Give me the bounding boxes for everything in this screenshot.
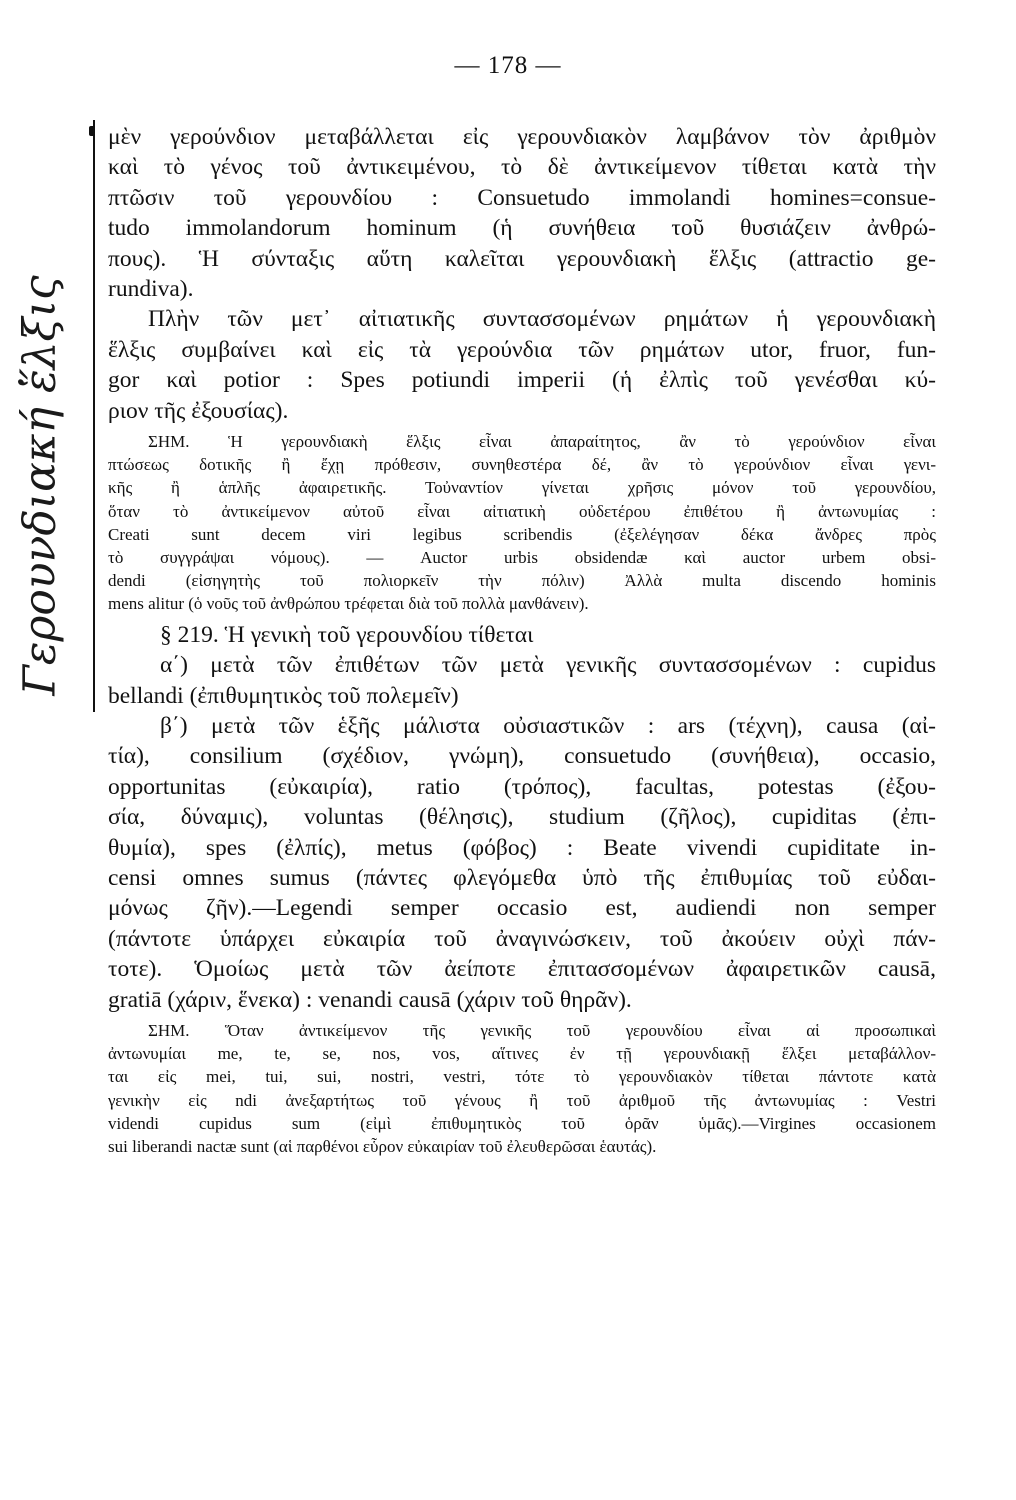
note-1	[108, 430, 936, 616]
text-line: opportunitas (εὐκαιρία), ratio (τρόπος), facultas, potestas (ἐξου-	[108, 773, 936, 800]
note-line: ὅταν τὸ ἀντικείμενον αὐτοῦ εἶναι αἰτιατικὴ οὐδετέρου ἐπιθέτου ἢ ἀντωνυμίας :	[108, 501, 936, 521]
text-line: ριον τῆς ἐξουσίας).	[108, 397, 289, 424]
text-line: ἕλξις συμβαίνει καὶ εἰς τὰ γερούνδια τῶν ρημάτων utor, fruor, fun-	[108, 336, 936, 363]
text-line: (πάντοτε ὑπάρχει εὐκαιρία τοῦ ἀναγινώσκειν, τοῦ ἀκούειν οὐχὶ πάν-	[108, 925, 936, 952]
text-line: tudo immolandorum hominum (ἡ συνήθεια τοῦ θυσιάζειν ἀνθρώ-	[108, 215, 936, 242]
note-line: ται εἰς mei, tui, sui, nostri, vestri, τότε τὸ γερουνδιακὸν τίθεται πάντοτε κατὰ	[108, 1067, 936, 1087]
text-line: πτῶσιν τοῦ γερουνδίου : Consuetudo immolandi homines=consue-	[108, 184, 936, 211]
paragraph-1	[108, 122, 936, 304]
text-line: σία, δύναμις), voluntas (θέλησις), studium (ζῆλος), cupiditas (ἐπι-	[108, 804, 936, 831]
text-line: θυμία), spes (ἐλπίς), metus (φόβος) : Beate vivendi cupiditate in-	[108, 834, 936, 861]
body-text	[108, 122, 936, 1158]
text-line: καὶ τὸ γένος τοῦ ἀντικειμένου, τὸ δὲ ἀντικείμενον τίθεται κατὰ τὴν	[108, 154, 936, 181]
text-line: μὲν γερούνδιον μεταβάλλεται εἰς γερουνδιακὸν λαμβάνον τὸν ἀριθμὸν	[108, 124, 936, 150]
note-line: ΣΗΜ. Ὅταν ἀντικείμενον τῆς γενικῆς τοῦ γερουνδίου εἶναι αἱ προσωπικαὶ	[148, 1020, 936, 1040]
margin-vertical-line	[93, 120, 95, 712]
note-line: κῆς ἢ ἁπλῆς ἀφαιρετικῆς. Τοὐναντίον γίνεται χρῆσις μόνον τοῦ γερουνδίου,	[108, 478, 936, 498]
note-line: τὸ συγγράψαι νόμους). — Auctor urbis obsidendæ καὶ auctor urbem obsi-	[108, 548, 936, 568]
text-line: rundiva).	[108, 276, 194, 303]
text-line: gor καὶ potior : Spes potiundi imperii (ἡ ἐλπὶς τοῦ γενέσθαι κύ-	[108, 367, 936, 394]
text-line: bellandi (ἐπιθυμητικὸς τοῦ πολεμεῖν)	[108, 682, 459, 709]
text-line: μόνως ζῆν).—Legendi semper occasio est, audiendi non semper	[108, 895, 936, 922]
margin-note-text: Γερουνδιακή ἕλξις	[14, 274, 66, 696]
text-line: β΄) μετὰ τῶν ἑξῆς μάλιστα οὐσιαστικῶν : ars (τέχνη), causa (αἰ-	[160, 712, 936, 739]
paragraph-3	[108, 650, 936, 711]
note-line: sui liberandi nactæ sunt (αἱ παρθένοι εὗρον εὐκαιρίαν τοῦ ἐλευθερῶσαι ἑαυτάς).	[108, 1136, 657, 1156]
paragraph-4	[108, 711, 936, 1015]
note-2	[108, 1019, 936, 1158]
text-line: τοτε). Ὁμοίως μετὰ τῶν ἀείποτε ἐπιτασσομένων ἀφαιρετικῶν causā,	[108, 956, 936, 983]
text-line: censi omnes sumus (πάντες φλεγόμεθα ὑπὸ τῆς ἐπιθυμίας τοῦ εὐδαι-	[108, 864, 936, 891]
note-line: videndi cupidus sum (εἰμὶ ἐπιθυμητικὸς τοῦ ὁρᾶν ὑμᾶς).—Virgines occasionem	[108, 1113, 936, 1133]
note-line: Creati sunt decem viri legibus scribendis (ἐξελέγησαν δέκα ἄνδρες πρὸς	[108, 524, 936, 544]
section-heading: § 219. Ἡ γενικὴ τοῦ γερουνδίου τίθεται	[160, 621, 534, 648]
note-line: ΣΗΜ. Ἡ γερουνδιακὴ ἕλξις εἶναι ἀπαραίτητος, ἂν τὸ γερούνδιον εἶναι	[148, 432, 936, 452]
note-line: mens alitur (ὁ νοῦς τοῦ ἀνθρώπου τρέφεται διὰ τοῦ πολλὰ μανθάνειν).	[108, 594, 589, 614]
page-number: — 178 —	[454, 52, 562, 79]
text-line: τία), consilium (σχέδιον, γνώμη), consuetudo (συνήθεια), occasio,	[108, 743, 936, 770]
margin-bullet-mark	[89, 126, 95, 136]
paragraph-2	[108, 304, 936, 426]
note-line: πτώσεως δοτικῆς ἢ ἔχῃ πρόθεσιν, συνηθεστέρα δέ, ἂν τὸ γερούνδιον εἶναι γενι-	[108, 455, 936, 475]
text-line: Πλὴν τῶν μετ᾽ αἰτιατικῆς συντασσομένων ρημάτων ἡ γερουνδιακὴ	[148, 306, 936, 333]
note-line: dendi (εἰσηγητὴς τοῦ πολιορκεῖν τὴν πόλιν) Ἀλλὰ multa discendo hominis	[108, 571, 936, 591]
note-line: γενικὴν εἰς ndi ἀνεξαρτήτως τοῦ γένους ἢ τοῦ ἀριθμοῦ τῆς ἀντωνυμίας : Vestri	[108, 1090, 936, 1110]
text-line: πους). Ἡ σύνταξις αὕτη καλεῖται γερουνδιακὴ ἕλξις (attractio ge-	[108, 245, 936, 272]
text-line: α΄) μετὰ τῶν ἐπιθέτων τῶν μετὰ γενικῆς συντασσομένων : cupidus	[160, 652, 936, 679]
margin-handwritten-note	[4, 274, 76, 696]
note-line: ἀντωνυμίαι me, te, se, nos, vos, αἵτινες ἐν τῇ γερουνδιακῇ ἕλξει μεταβάλλον-	[108, 1044, 936, 1064]
text-line: gratiā (χάριν, ἕνεκα) : venandi causā (χάριν τοῦ θηρᾶν).	[108, 986, 632, 1013]
